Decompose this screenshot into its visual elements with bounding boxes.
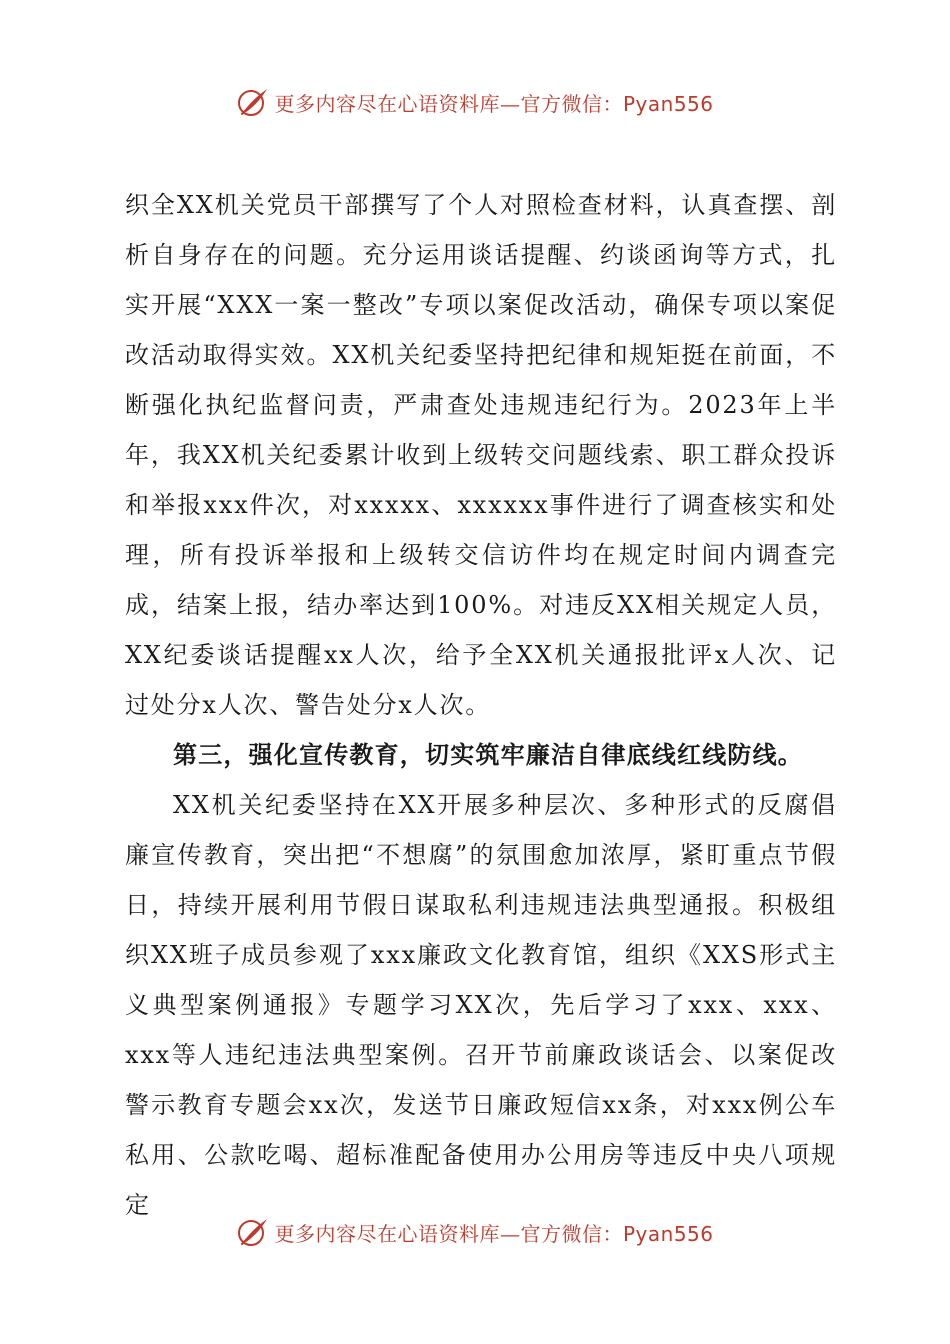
- header-banner: [0, 82, 950, 122]
- paragraph-education: XX机关纪委坚持在XX开展多种层次、多种形式的反腐倡廉宣传教育，突出把“不想腐”的氛围愈加浓厚，紧盯重点节假日，持续开展利用节假日谋取私利违规违法典型通报。积极组织XX班子成员参观了xxx廉政文化教育馆，组织《XXS形式主义典型案例通报》专题学习XX次，先后学习了xxx、xxx、xxx等人违纪违法典型案例。召开节前廉政谈话会、以案促改警示教育专题会xx次，发送节日廉政短信xx条，对xxx例公车私用、公款吃喝、超标准配备使用办公用房等违反中央八项规定: [125, 791, 837, 1219]
- quill-pen-logo-icon: [236, 1215, 270, 1249]
- document-body: [125, 180, 837, 1230]
- banner-text: [274, 1218, 713, 1247]
- banner-slogan: 更多内容尽在心语资料库—官方微信：: [274, 1221, 623, 1246]
- banner-text: [274, 88, 713, 117]
- section-heading: 第三，强化宣传教育，切实筑牢廉洁自律底线红线防线。: [173, 741, 803, 769]
- banner-slogan: 更多内容尽在心语资料库—官方微信：: [274, 91, 623, 116]
- footer-banner: [0, 1212, 950, 1252]
- wechat-id: Pyan556: [622, 1221, 714, 1246]
- paragraph-continued: 织全XX机关党员干部撰写了个人对照检查材料，认真查摆、剖析自身存在的问题。充分运用谈话提醒、约谈函询等方式，扎实开展“XXX一案一整改”专项以案促改活动，确保专项以案促改活动取得实效。XX机关纪委坚持把纪律和规矩挺在前面，不断强化执纪监督问责，严肃查处违规违纪行为。2023年上半年，我XX机关纪委累计收到上级转交问题线索、职工群众投诉和举报xxx件次，对xxxxx、xxxxxx事件进行了调查核实和处理，所有投诉举报和上级转交信访件均在规定时间内调查完成，结案上报，结办率达到100%。对违反XX相关规定人员，XX纪委谈话提醒xx人次，给予全XX机关通报批评x人次、记过处分x人次、警告处分x人次。: [125, 191, 837, 719]
- wechat-id: Pyan556: [622, 91, 714, 116]
- quill-pen-logo-icon: [236, 85, 270, 119]
